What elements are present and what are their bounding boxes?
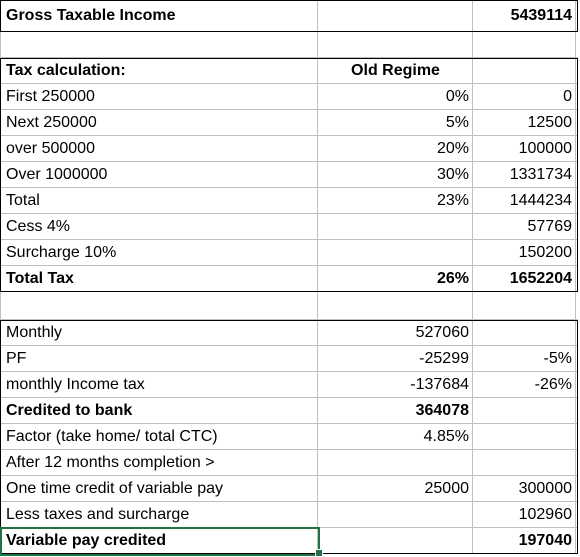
value-cell-c[interactable]: 57769 (527, 218, 572, 235)
value-cell-b[interactable]: 20% (436, 140, 469, 157)
row-label-cell[interactable]: Monthly (6, 324, 63, 341)
grid-h-line (0, 213, 578, 214)
table-row (0, 292, 580, 320)
row-label-cell[interactable]: Surcharge 10% (6, 244, 117, 261)
block-border (577, 58, 578, 292)
value-cell-c[interactable]: 102960 (518, 506, 572, 523)
value-cell-b[interactable]: 5% (445, 114, 469, 131)
value-cell-c[interactable] (473, 58, 576, 84)
grid-h-line (0, 109, 578, 110)
block-border (0, 58, 1, 292)
grid-h-line (0, 501, 578, 502)
block-border (577, 320, 578, 554)
value-cell-c[interactable] (473, 32, 576, 58)
value-cell-b[interactable]: 23% (436, 192, 469, 209)
grid-h-line (0, 475, 578, 476)
value-cell-b[interactable] (318, 450, 473, 476)
value-cell-c[interactable] (473, 398, 576, 424)
row-label-cell[interactable]: Next 250000 (6, 114, 97, 131)
table-row (0, 136, 580, 162)
grid-h-line (0, 135, 578, 136)
value-cell-c[interactable]: 100000 (518, 140, 572, 157)
grid-h-line (0, 265, 578, 266)
row-label-cell[interactable]: Total Tax (6, 270, 74, 287)
row-label-cell[interactable] (0, 292, 318, 320)
table-row (0, 32, 580, 58)
value-cell-c[interactable] (473, 424, 576, 450)
value-cell-c[interactable]: 1444234 (509, 192, 572, 209)
table-row (0, 214, 580, 240)
row-label-cell[interactable]: Cess 4% (6, 218, 71, 235)
row-label-cell[interactable]: PF (6, 350, 27, 367)
row-label-cell[interactable]: Variable pay credited (6, 532, 167, 549)
block-border (0, 320, 1, 554)
value-cell-b[interactable]: 364078 (415, 402, 469, 419)
table-row (0, 84, 580, 110)
block-border (0, 31, 578, 32)
value-cell-b[interactable]: -137684 (410, 376, 469, 393)
row-label-cell[interactable]: One time credit of variable pay (6, 480, 223, 497)
value-cell-c[interactable] (473, 292, 576, 320)
table-row (0, 476, 580, 502)
row-label-cell[interactable]: Over 1000000 (6, 166, 108, 183)
block-border (0, 58, 578, 59)
value-cell-b[interactable]: 4.85% (423, 428, 469, 445)
row-label-cell[interactable] (0, 32, 318, 58)
table-row (0, 162, 580, 188)
table-row (0, 346, 580, 372)
block-border (0, 291, 578, 292)
value-cell-c[interactable]: 197040 (518, 532, 572, 549)
row-label-cell[interactable]: Credited to bank (6, 402, 133, 419)
grid-h-line (0, 423, 578, 424)
grid-h-line (0, 239, 578, 240)
table-row (0, 0, 580, 32)
block-border (577, 0, 578, 32)
row-label-cell[interactable]: Less taxes and surcharge (6, 506, 190, 523)
grid-v-line (575, 0, 576, 554)
value-cell-b[interactable] (318, 214, 473, 240)
table-row (0, 188, 580, 214)
value-cell-b[interactable] (318, 240, 473, 266)
grid-h-line (0, 83, 578, 84)
value-cell-b[interactable] (318, 0, 473, 32)
block-border (0, 320, 578, 321)
value-cell-b[interactable]: -25299 (419, 350, 469, 367)
row-label-cell[interactable]: Gross Taxable Income (6, 7, 176, 24)
value-cell-b[interactable]: Old Regime (351, 62, 440, 79)
grid-h-line (0, 161, 578, 162)
value-cell-b[interactable] (318, 292, 473, 320)
value-cell-b[interactable] (318, 528, 473, 554)
value-cell-c[interactable]: 300000 (518, 480, 572, 497)
row-label-cell[interactable]: After 12 months completion > (6, 454, 215, 471)
table-row (0, 240, 580, 266)
table-row (0, 372, 580, 398)
row-label-cell[interactable]: monthly Income tax (6, 376, 145, 393)
table-row (0, 110, 580, 136)
value-cell-c[interactable]: -26% (534, 376, 572, 393)
value-cell-b[interactable]: 30% (436, 166, 469, 183)
value-cell-b[interactable]: 26% (436, 270, 469, 287)
value-cell-c[interactable] (473, 320, 576, 346)
value-cell-c[interactable]: 5439114 (510, 7, 572, 24)
value-cell-c[interactable]: 1331734 (509, 166, 572, 183)
row-label-cell[interactable]: over 500000 (6, 140, 95, 157)
value-cell-b[interactable] (318, 502, 473, 528)
grid-v-line (472, 0, 473, 554)
table-row (0, 320, 580, 346)
value-cell-c[interactable]: 12500 (527, 114, 572, 131)
value-cell-c[interactable]: 150200 (518, 244, 572, 261)
value-cell-b[interactable]: 527060 (415, 324, 469, 341)
row-label-cell[interactable]: Factor (take home/ total CTC) (6, 428, 218, 445)
row-label-cell[interactable]: Tax calculation: (6, 62, 126, 79)
block-border (0, 553, 578, 554)
grid-h-line (0, 371, 578, 372)
grid-v-line (317, 0, 318, 554)
grid-h-line (0, 187, 578, 188)
value-cell-b[interactable]: 0% (445, 88, 469, 105)
row-label-cell[interactable]: First 250000 (6, 88, 95, 105)
block-border (0, 0, 578, 1)
table-row (0, 266, 580, 292)
table-row (0, 528, 580, 554)
value-cell-b[interactable]: 25000 (424, 480, 469, 497)
grid-h-line (0, 449, 578, 450)
value-cell-c[interactable]: -5% (543, 350, 572, 367)
row-label-cell[interactable]: Total (6, 192, 40, 209)
value-cell-c[interactable] (473, 450, 576, 476)
grid-h-line (0, 397, 578, 398)
table-row (0, 450, 580, 476)
block-border (0, 0, 1, 32)
value-cell-c[interactable]: 0 (563, 88, 572, 105)
table-row (0, 58, 580, 84)
table-row (0, 398, 580, 424)
table-row (0, 502, 580, 528)
value-cell-c[interactable]: 1652204 (509, 270, 572, 287)
table-row (0, 424, 580, 450)
grid-h-line (0, 527, 578, 528)
grid-h-line (0, 345, 578, 346)
value-cell-b[interactable] (318, 32, 473, 58)
